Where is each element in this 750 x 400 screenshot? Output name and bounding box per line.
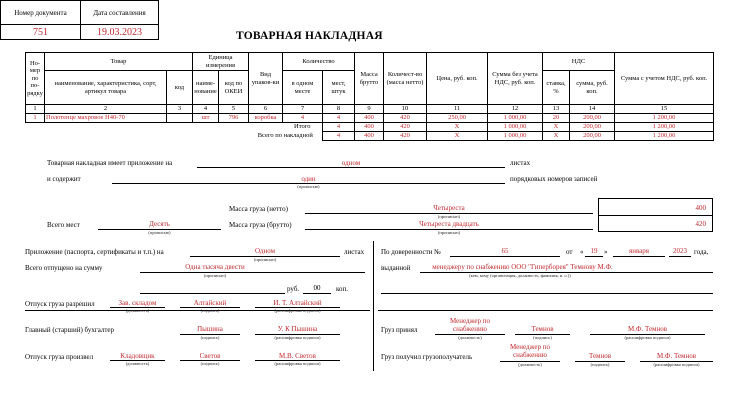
mass-box: [598, 198, 713, 232]
issued-value: менеджеру по снабжению ООО "Гиперборея" Темнову М.Ф.: [432, 263, 613, 271]
cell-number: 1: [26, 113, 45, 122]
accepted-name: М.Ф. Темнов: [627, 325, 668, 333]
accountant-name: У. К Пышина: [277, 325, 318, 333]
net-mass-value: Четыреста: [433, 204, 465, 212]
grand-sum-vat: 1 200,00: [615, 131, 714, 140]
grand-total-row: [26, 131, 714, 140]
accountant-label: Главный (старший) бухгалтер: [25, 326, 115, 334]
col-number: 8: [323, 105, 355, 114]
gross-mass-label: Масса груза (брутто): [229, 221, 292, 229]
released-by-name: М.В. Светов: [279, 352, 316, 360]
received-name: М.Ф. Темнов: [656, 352, 697, 360]
released-sum-value: Одна тысяча двести: [185, 263, 245, 271]
col-number: 1: [26, 105, 45, 114]
goods-table: [25, 52, 714, 141]
cell-qty-places: 4: [323, 113, 355, 122]
accountant-name-caption: (расшифровка подписи): [274, 335, 321, 340]
col-header-goods: Товар: [45, 53, 193, 71]
col-header-pack: Вид упаков-ки: [249, 53, 283, 105]
total-count: 420: [384, 122, 427, 131]
attach-value: одном: [341, 159, 361, 167]
received-sign-caption: (подпись): [590, 362, 610, 367]
col-header-qty-one: в одном месте: [283, 71, 323, 105]
appendix-in-words-caption: (прописью): [253, 257, 277, 262]
table-row: [26, 113, 714, 122]
net-mass-number: 400: [695, 204, 706, 212]
power-number: 65: [501, 247, 509, 255]
grand-vat-sum: 200,00: [570, 131, 615, 140]
released-by-sign-caption: (подпись): [200, 361, 220, 366]
col-number: 14: [570, 105, 615, 114]
places-value: Десять: [149, 220, 170, 228]
col-header-qty-places: мест, штук: [323, 71, 355, 105]
net-mass-label: Масса груза (нетто): [229, 205, 288, 213]
accepted-position-caption: (должность): [458, 335, 482, 340]
col-header-sum-no-vat: Сумма без учета НДС, руб. коп.: [488, 53, 543, 105]
total-label: Итого: [283, 122, 323, 131]
grand-places: 4: [323, 131, 355, 140]
places-label: Всего мест: [47, 221, 80, 229]
appendix-value: Одном: [254, 247, 276, 255]
received-label: Груз получил грузополучатель: [381, 353, 473, 361]
col-header-vat: НДС: [543, 53, 615, 71]
col-header-number: Но-мер по по-рядку: [26, 53, 45, 105]
col-header-price: Цена, руб. коп.: [427, 53, 488, 105]
col-header-count: Количест-во (масса нетто): [384, 53, 427, 105]
total-sum-vat: 1 200,00: [615, 122, 714, 131]
gross-mass-number: 420: [695, 220, 706, 228]
places-in-words-caption: (прописью): [148, 230, 171, 235]
total-vat-rate: X: [543, 122, 570, 131]
cell-mass: 400: [355, 113, 384, 122]
power-day: 19: [590, 247, 598, 255]
permitted-name: И. Т. Алтайский: [273, 299, 322, 307]
gross-mass-value: Четыреста двадцать: [419, 220, 479, 228]
col-header-unit-okei: код по ОКЕИ: [219, 71, 249, 105]
col-number: 13: [543, 105, 570, 114]
grand-sum-no-vat: 1 000,00: [488, 131, 543, 140]
doc-date: 19.03.2023: [81, 25, 159, 40]
received-position-caption: (должность): [518, 362, 542, 367]
doc-date-label: Дата составления: [81, 1, 159, 25]
cell-pack: коробка: [249, 113, 283, 122]
released-by-position: Кладовщик: [120, 352, 155, 360]
cell-price: 250,00: [427, 113, 488, 122]
grand-total-label: Всего по накладной: [249, 131, 323, 140]
cell-sum-vat: 1 200,00: [615, 113, 714, 122]
permitted-label: Отпуск груза разрешил: [25, 300, 95, 308]
col-number: 11: [427, 105, 488, 114]
accountant-sign: Пышина: [197, 325, 223, 333]
col-number: 15: [615, 105, 714, 114]
total-row: [26, 122, 714, 131]
accepted-sign: Темнов: [531, 325, 554, 333]
accepted-name-caption: (расшифровка подписи): [624, 335, 671, 340]
cell-vat-rate: 20: [543, 113, 570, 122]
doc-number: 751: [1, 25, 81, 40]
col-header-vat-rate: ставка, %: [543, 71, 570, 105]
accepted-position: Менеджер по снабжению: [450, 317, 490, 333]
cell-unit-name: шт: [193, 113, 219, 122]
cell-goods-code: [167, 113, 193, 122]
cell-vat-sum: 200,00: [570, 113, 615, 122]
kop-label: коп.: [336, 285, 349, 293]
accountant-sign-caption: (подпись): [200, 335, 220, 340]
grand-price: X: [427, 131, 488, 140]
permitted-position-caption: (должность): [125, 308, 150, 313]
col-number: 9: [355, 105, 384, 114]
received-position: Менеджер по снабжению: [510, 343, 550, 359]
issued-caption: (кем, кому (организация, должность, фамилия, и. о.)): [469, 273, 571, 278]
accepted-label: Груз принял: [381, 326, 418, 334]
document-title: ТОВАРНАЯ НАКЛАДНАЯ: [236, 30, 383, 42]
released-in-words-caption: (прописью): [203, 273, 227, 278]
records-label: порядковых номеров записей: [510, 175, 598, 183]
total-price: X: [427, 122, 488, 131]
col-header-sum-vat: Сумма с учетом НДС, руб. коп.: [615, 53, 714, 105]
col-number: 12: [488, 105, 543, 114]
contains-label: и содержит: [47, 175, 81, 183]
col-header-goods-name: наименование, характеристика, сорт, артикул товара: [45, 71, 167, 105]
doc-number-date-table: [0, 0, 159, 40]
col-header-qty: Количество: [283, 53, 355, 71]
issued-label: выданной: [381, 264, 411, 272]
accepted-sign-caption: (подпись): [533, 335, 552, 340]
power-month: января: [628, 247, 649, 255]
total-sum-no-vat: 1 000,00: [488, 122, 543, 131]
col-number: 4: [193, 105, 219, 114]
col-header-unit: Единица измерения: [193, 53, 249, 71]
total-vat-sum: 200,00: [570, 122, 615, 131]
grand-mass: 400: [355, 131, 384, 140]
rub-label: руб.: [287, 285, 300, 293]
sheets-label: листах: [510, 159, 531, 167]
col-header-goods-code: код: [167, 71, 193, 105]
received-name-caption: (расшифровка подписи): [653, 362, 700, 367]
permitted-sign: Алтайский: [193, 299, 227, 307]
col-number: 5: [219, 105, 249, 114]
grand-vat-rate: X: [543, 131, 570, 140]
released-by-label: Отпуск груза произвел: [25, 353, 94, 361]
col-number: 10: [384, 105, 427, 114]
col-number: 6: [249, 105, 283, 114]
col-number: 7: [283, 105, 323, 114]
permitted-position: Зав. складом: [118, 299, 157, 307]
from-label: от: [566, 248, 573, 256]
contains-value: один: [301, 175, 316, 183]
cell-sum-no-vat: 1 000,00: [488, 113, 543, 122]
cell-qty-one: 4: [283, 113, 323, 122]
col-header-vat-sum: сумма, руб. коп.: [570, 71, 615, 105]
cell-unit-okei: 796: [219, 113, 249, 122]
column-numbers-row: [26, 105, 714, 114]
power-label: По доверенности №: [381, 248, 441, 256]
cell-count: 420: [384, 113, 427, 122]
released-by-sign: Светов: [199, 352, 221, 360]
col-number: 2: [45, 105, 167, 114]
appendix-sheets-label: листах: [344, 248, 365, 256]
appendix-label: Приложение (паспорта, сертификаты и т.п.) на: [25, 248, 164, 256]
released-sum-label: Всего отпущено на сумму: [25, 264, 103, 272]
total-places: 4: [323, 122, 355, 131]
power-year: 2023: [673, 247, 687, 255]
gross-in-words-caption: (прописью): [437, 230, 461, 235]
released-by-name-caption: (расшифровка подписи): [274, 361, 321, 366]
grand-count: 420: [384, 131, 427, 140]
received-sign: Темнов: [588, 352, 612, 360]
net-in-words-caption: (прописью): [437, 214, 461, 219]
released-by-position-caption: (должность): [125, 361, 150, 366]
cell-goods-name: Полотенце махровое Н40-70: [45, 113, 167, 122]
doc-number-label: Номер документа: [1, 1, 81, 25]
col-header-unit-name: наиме-нование: [193, 71, 219, 105]
kop-value: 00: [313, 284, 321, 292]
total-mass: 400: [355, 122, 384, 131]
col-header-mass: Масса брутто: [355, 53, 384, 105]
attach-label: Товарная накладная имеет приложение на: [47, 159, 173, 167]
permitted-name-caption: (расшифровка подписи): [274, 308, 321, 313]
permitted-sign-caption: (подпись): [200, 308, 220, 313]
footer-divider: [373, 241, 374, 371]
col-number: 3: [167, 105, 193, 114]
in-words-caption: (прописью): [297, 184, 320, 189]
year-label: года,: [694, 248, 709, 256]
